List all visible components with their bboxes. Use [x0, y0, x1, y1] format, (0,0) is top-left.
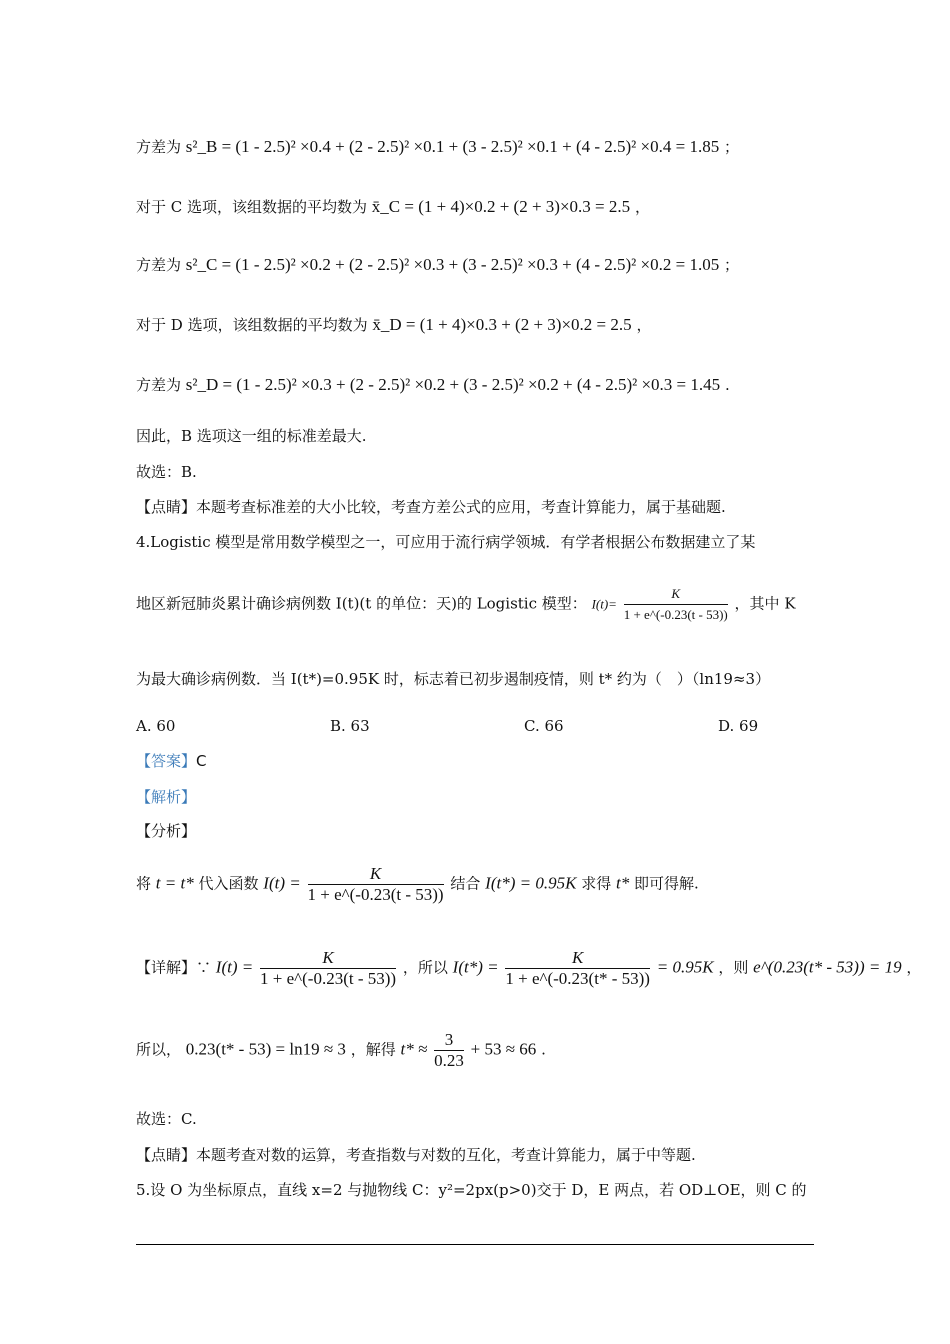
variance-b-formula: s²_B = (1 - 2.5)² ×0.4 + (2 - 2.5)² ×0.1 + (3 - 2.5)² ×0.1 + (4 - 2.5)² ×0.4 = 1.85 [185, 137, 720, 156]
method-numerator: K [308, 864, 444, 885]
detail-function-star: I(t*) = [452, 957, 499, 977]
option-d: D. 69 [718, 717, 759, 735]
solve-text: ，解得 [350, 1040, 396, 1059]
model-fraction [624, 584, 728, 625]
question-5-text: 5.设 O 为坐标原点，直线 x=2 与抛物线 C：y²=2px(p>0)交于 D，E 两点，若 OD⊥OE，则 C 的 [136, 1181, 807, 1199]
variance-d-formula: s²_D = (1 - 2.5)² ×0.3 + (2 - 2.5)² ×0.2 + (3 - 2.5)² ×0.2 + (4 - 2.5)² ×0.3 = 1.45 [185, 375, 721, 394]
line-prefix: 对于 D 选项，该组数据的平均数为 [136, 316, 368, 334]
options-row [136, 715, 912, 737]
detail-tag: 【详解】∵ [136, 958, 212, 977]
method-substitution: t = t* [155, 873, 194, 893]
detail-numerator-star: K [505, 948, 650, 969]
mean-c-line [136, 196, 650, 218]
solve-numerator: 3 [434, 1030, 464, 1051]
line-suffix: ； [724, 138, 740, 156]
line-suffix: ； [724, 256, 740, 274]
conclusion-text: 因此，B 选项这一组的标准差最大. [136, 427, 367, 445]
option-c: C. 66 [524, 717, 564, 735]
line-prefix: 方差为 [136, 376, 182, 394]
model-denominator: 1 + e^(-0.23(t - 53)) [623, 607, 728, 622]
line-suffix: ， [636, 316, 652, 334]
detail-text: ，则 [718, 958, 749, 977]
solve-line [136, 1030, 546, 1071]
detail-denominator-star: 1 + e^(-0.23(t* - 53)) [505, 969, 650, 988]
detail-exponential: e^(0.23(t* - 53)) = 19 [753, 957, 902, 977]
solve-variable: t* ≈ [400, 1039, 428, 1059]
variance-d-line [136, 374, 730, 396]
method-line [136, 864, 699, 905]
solve-text: . [541, 1040, 546, 1059]
mean-d-formula: x̄_D = (1 + 4)×0.3 + (2 + 3)×0.2 = 2.5 [372, 315, 632, 334]
method-variable: t* [616, 873, 630, 893]
variance-c-line [136, 254, 739, 276]
detail-fraction-star [505, 948, 650, 989]
comment-2-text: 【点睛】本题考查对数的运算，考查指数与对数的互化，考查计算能力，属于中等题. [136, 1146, 696, 1164]
answer-line [136, 750, 207, 772]
line-prefix: 方差为 [136, 138, 182, 156]
option-a: A. 60 [136, 717, 176, 735]
method-condition: I(t*) = 0.95K [485, 873, 577, 893]
method-text: 求得 [581, 874, 612, 893]
detail-denominator: 1 + e^(-0.23(t - 53)) [260, 969, 397, 988]
answer-value: C [196, 752, 207, 770]
model-numerator: K [624, 584, 728, 605]
variance-c-formula: s²_C = (1 - 2.5)² ×0.2 + (2 - 2.5)² ×0.3 + (3 - 2.5)² ×0.3 + (4 - 2.5)² ×0.2 = 1.05 [185, 255, 720, 274]
answer-tag: 【答案】 [136, 752, 197, 770]
line-suffix: ， [634, 198, 650, 216]
solve-result: + 53 ≈ 66 [470, 1039, 537, 1059]
mean-d-line [136, 314, 651, 336]
method-text: 结合 [450, 874, 481, 893]
method-function: I(t) = [263, 873, 301, 893]
method-fraction [308, 864, 444, 905]
detail-equals: = 0.95K [656, 957, 714, 977]
detail-fraction [260, 948, 396, 989]
solve-equation: 0.23(t* - 53) = ln19 ≈ 3 [185, 1039, 346, 1059]
detail-text: ， [906, 958, 922, 977]
method-text: 将 [136, 874, 152, 893]
detail-text: ，所以 [402, 958, 448, 977]
footer-divider [136, 1244, 814, 1245]
question-4-text: 4.Logistic 模型是常用数学模型之一，可应用于流行病学领城．有学者根据公布数据建立了某 [136, 533, 756, 551]
solve-text: 所以， [136, 1040, 182, 1059]
line-suffix: . [724, 376, 730, 394]
choice-c-text: 故选：C. [136, 1110, 197, 1128]
method-denominator: 1 + e^(-0.23(t - 53)) [307, 885, 444, 904]
solve-fraction [434, 1030, 464, 1071]
question-4-model-line [136, 584, 796, 625]
option-b: B. 63 [330, 717, 370, 735]
mean-c-formula: x̄_C = (1 + 4)×0.2 + (2 + 3)×0.3 = 2.5 [371, 197, 631, 216]
choice-text: 故选：B. [136, 463, 197, 481]
detail-line [136, 948, 921, 989]
line-prefix: 对于 C 选项，该组数据的平均数为 [136, 198, 368, 216]
detail-numerator: K [260, 948, 396, 969]
question-4-condition: 为最大确诊病例数．当 I(t*)=0.95K 时，标志着已初步遏制疫情，则 t* 约为（ ）（ln19≈3） [136, 670, 771, 688]
method-text: 代入函数 [198, 874, 259, 893]
line-prefix: 方差为 [136, 256, 182, 274]
detail-function: I(t) = [215, 957, 254, 977]
solve-denominator: 0.23 [434, 1051, 464, 1070]
comment-text: 【点睛】本题考查标准差的大小比较，考查方差公式的应用，考查计算能力，属于基础题. [136, 498, 726, 516]
model-suffix: ，其中 K [734, 594, 796, 613]
model-lhs: I(t)= [591, 596, 617, 612]
variance-b-line [136, 136, 739, 158]
model-intro: 地区新冠肺炎累计确诊病例数 I(t)(t 的单位：天)的 Logistic 模型： [136, 594, 587, 613]
fenxi-tag: 【分析】 [136, 822, 197, 840]
method-text: 即可得解. [634, 874, 699, 893]
analysis-tag: 【解析】 [136, 788, 197, 806]
